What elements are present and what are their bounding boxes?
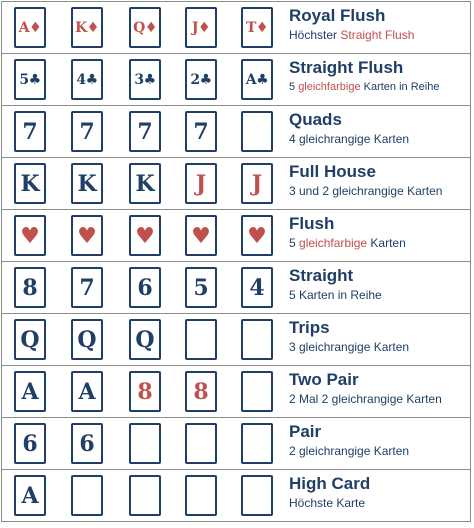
hand-cards	[2, 158, 284, 210]
playing-card	[241, 7, 273, 48]
card-suit-icon: ♣	[143, 71, 156, 88]
hand-title: Two Pair	[289, 370, 359, 389]
playing-card	[14, 111, 46, 152]
playing-card	[71, 111, 103, 152]
playing-card	[71, 163, 103, 204]
empty-card-slot	[241, 319, 273, 360]
hand-description	[289, 78, 469, 96]
playing-card	[241, 59, 273, 100]
hand-description	[289, 390, 469, 408]
playing-card	[71, 7, 103, 48]
hand-info	[289, 162, 469, 200]
playing-card	[14, 475, 46, 516]
card-rank: 7	[22, 118, 38, 145]
card-rank-suit: Q	[133, 19, 145, 36]
playing-card	[241, 267, 273, 308]
hand-info	[289, 214, 469, 252]
heart-suit-icon: ♥	[77, 222, 97, 249]
hand-description	[289, 338, 469, 356]
card-rank: 7	[79, 118, 95, 145]
card-rank-suit: 5	[19, 71, 29, 88]
hand-description	[289, 182, 469, 200]
hand-title: High Card	[289, 474, 371, 493]
poker-hand-ranking-table	[1, 1, 471, 526]
card-suit-icon: ♣	[85, 71, 98, 88]
playing-card	[71, 371, 103, 412]
card-rank: 8	[137, 378, 153, 405]
hand-description	[289, 494, 469, 512]
playing-card	[14, 319, 46, 360]
card-suit-icon: ♦	[144, 19, 157, 36]
card-suit-icon: ♦	[255, 19, 268, 36]
heart-suit-icon: ♥	[191, 222, 211, 249]
playing-card	[129, 215, 161, 256]
card-rank: 7	[79, 274, 95, 301]
description-text: 2 Mal 2 gleichrangige Karten	[289, 392, 442, 406]
playing-card	[185, 267, 217, 308]
hand-cards	[2, 366, 284, 418]
playing-card	[129, 59, 161, 100]
playing-card	[185, 59, 217, 100]
card-rank: 6	[22, 430, 38, 457]
card-rank: Q	[20, 326, 40, 353]
card-rank-suit: 4	[76, 71, 86, 88]
hand-row	[1, 210, 471, 262]
playing-card	[71, 423, 103, 464]
hand-info	[289, 422, 469, 460]
hand-title: Royal Flush	[289, 6, 386, 25]
description-text: 3 gleichrangige Karten	[289, 340, 410, 354]
empty-card-slot	[241, 111, 273, 152]
description-text: 5 Karten in Reihe	[289, 288, 382, 302]
playing-card	[185, 7, 217, 48]
card-rank: J	[251, 170, 263, 197]
playing-card	[241, 163, 273, 204]
description-text: Höchste Karte	[289, 496, 366, 510]
description-text: Karten	[367, 236, 406, 250]
card-rank-suit: T	[246, 19, 256, 36]
card-suit-icon: ♦	[86, 19, 99, 36]
empty-card-slot	[129, 475, 161, 516]
heart-suit-icon: ♥	[135, 222, 155, 249]
empty-card-slot	[185, 319, 217, 360]
playing-card	[185, 215, 217, 256]
hand-info	[289, 474, 469, 512]
empty-card-slot	[185, 423, 217, 464]
empty-card-slot	[241, 423, 273, 464]
playing-card	[71, 319, 103, 360]
card-rank: K	[77, 170, 97, 197]
hand-row	[1, 470, 471, 522]
playing-card	[71, 267, 103, 308]
card-rank: K	[20, 170, 40, 197]
hand-row	[1, 262, 471, 314]
card-rank: Q	[135, 326, 155, 353]
hand-cards	[2, 470, 284, 522]
card-suit-icon: ♣	[199, 71, 212, 88]
playing-card	[129, 7, 161, 48]
card-rank-suit: 3	[134, 71, 144, 88]
playing-card	[129, 371, 161, 412]
card-rank-suit: 2	[190, 71, 200, 88]
hand-row	[1, 418, 471, 470]
card-rank-suit: A	[18, 19, 30, 36]
card-rank-suit: A	[245, 71, 257, 88]
card-rank-suit: J	[191, 19, 199, 36]
hand-title: Flush	[289, 214, 335, 233]
description-text: 5	[289, 236, 300, 250]
playing-card	[14, 267, 46, 308]
card-suit-icon: ♣	[256, 71, 269, 88]
card-rank: 6	[137, 274, 153, 301]
card-rank: 6	[79, 430, 95, 457]
hand-info	[289, 266, 469, 304]
hand-info	[289, 110, 469, 148]
description-text: 5	[289, 81, 299, 93]
playing-card	[14, 371, 46, 412]
playing-card	[129, 267, 161, 308]
card-rank: A	[21, 482, 39, 509]
playing-card	[71, 59, 103, 100]
empty-card-slot	[71, 475, 103, 516]
card-rank: 8	[193, 378, 209, 405]
hand-info	[289, 370, 469, 408]
hand-row	[1, 314, 471, 366]
empty-card-slot	[185, 475, 217, 516]
card-rank: Q	[77, 326, 97, 353]
card-rank: 7	[193, 118, 209, 145]
card-rank: 8	[22, 274, 38, 301]
description-text: 2 gleichrangige Karten	[289, 444, 410, 458]
hand-title: Trips	[289, 318, 330, 337]
hand-title: Full House	[289, 162, 376, 181]
card-suit-icon: ♦	[198, 19, 211, 36]
hand-title: Pair	[289, 422, 322, 441]
hand-description	[289, 130, 469, 148]
playing-card	[14, 163, 46, 204]
playing-card	[14, 215, 46, 256]
hand-cards	[2, 418, 284, 470]
highlighted-text: Straight Flush	[340, 28, 415, 42]
hand-cards	[2, 262, 284, 314]
card-rank: K	[135, 170, 155, 197]
hand-cards	[2, 2, 284, 54]
hand-cards	[2, 210, 284, 262]
card-suit-icon: ♦	[29, 19, 42, 36]
hand-description	[289, 234, 469, 252]
hand-description	[289, 442, 469, 460]
heart-suit-icon: ♥	[247, 222, 267, 249]
hand-cards	[2, 106, 284, 158]
card-rank: J	[195, 170, 207, 197]
playing-card	[185, 163, 217, 204]
hand-row	[1, 2, 471, 54]
playing-card	[241, 215, 273, 256]
hand-info	[289, 58, 469, 96]
hand-title: Straight Flush	[289, 58, 404, 77]
description-text: 4 gleichrangige Karten	[289, 132, 410, 146]
hand-title: Quads	[289, 110, 342, 129]
description-text: 3 und 2 gleichrangige Karten	[289, 184, 443, 198]
playing-card	[14, 7, 46, 48]
hand-cards	[2, 314, 284, 366]
playing-card	[14, 59, 46, 100]
card-suit-icon: ♣	[28, 71, 41, 88]
playing-card	[129, 111, 161, 152]
card-rank-suit: K	[75, 19, 87, 36]
hand-row	[1, 366, 471, 418]
empty-card-slot	[241, 371, 273, 412]
card-rank: 5	[193, 274, 209, 301]
hand-title: Straight	[289, 266, 354, 285]
playing-card	[129, 319, 161, 360]
hand-row	[1, 106, 471, 158]
card-rank: 4	[249, 274, 265, 301]
hand-info	[289, 318, 469, 356]
card-rank: A	[78, 378, 96, 405]
card-rank: A	[21, 378, 39, 405]
playing-card	[185, 371, 217, 412]
playing-card	[185, 111, 217, 152]
empty-card-slot	[129, 423, 161, 464]
playing-card	[14, 423, 46, 464]
hand-row	[1, 158, 471, 210]
hand-info	[289, 6, 469, 44]
playing-card	[129, 163, 161, 204]
heart-suit-icon: ♥	[20, 222, 40, 249]
description-text: Karten in Reihe	[360, 81, 440, 93]
hand-description	[289, 286, 469, 304]
description-text: Höchster	[289, 28, 341, 42]
highlighted-text: gleichfarbige	[299, 236, 368, 250]
empty-card-slot	[241, 475, 273, 516]
card-rank: 7	[137, 118, 153, 145]
highlighted-text: gleichfarbige	[298, 81, 361, 93]
hand-cards	[2, 54, 284, 106]
hand-row	[1, 54, 471, 106]
hand-description	[289, 26, 469, 44]
playing-card	[71, 215, 103, 256]
